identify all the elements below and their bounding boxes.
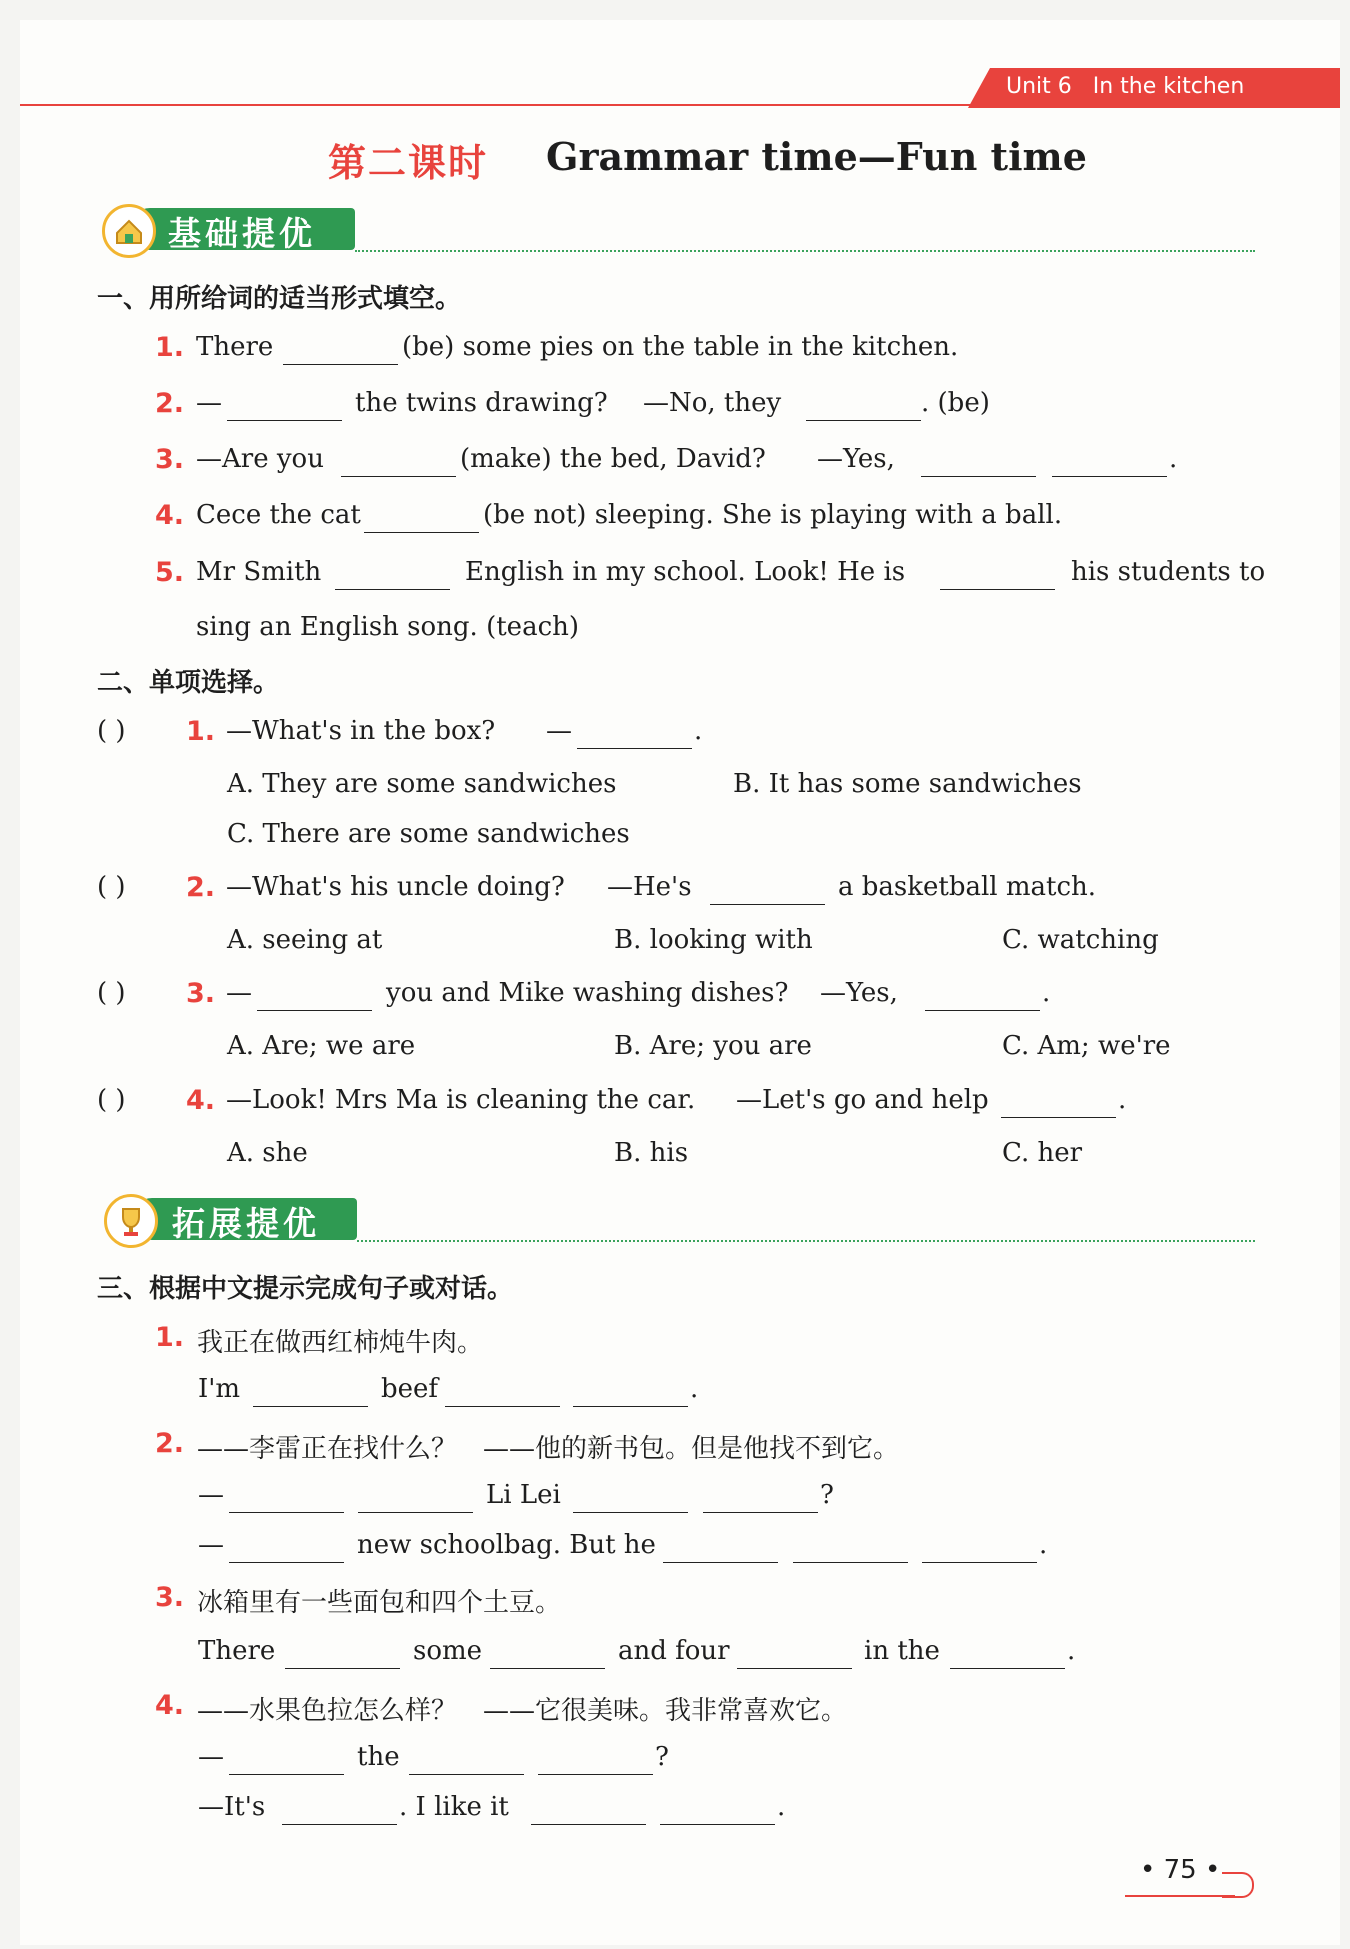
part2-heading: 二、单项选择。	[97, 668, 280, 698]
lesson-title-en: Grammar time—Fun time	[546, 134, 1087, 179]
answer-blank[interactable]	[1001, 1117, 1116, 1118]
question-text: .	[694, 716, 703, 746]
answer-blank[interactable]	[335, 589, 450, 590]
answer-blank[interactable]	[341, 476, 456, 477]
answer-blank[interactable]	[490, 1668, 605, 1669]
question-number: 3.	[186, 978, 216, 1009]
answer-blank[interactable]	[793, 1562, 908, 1563]
option-c[interactable]: C. her	[1002, 1138, 1083, 1168]
answer-blank[interactable]	[922, 1562, 1037, 1563]
unit-label: Unit 6 In the kitchen	[1006, 74, 1245, 99]
section-label-extend: 拓展提优	[172, 1204, 320, 1243]
answer-blank[interactable]	[253, 1406, 368, 1407]
question-text: in the	[864, 1636, 940, 1666]
question-number: 3.	[155, 1582, 185, 1613]
answer-paren[interactable]: ( )	[97, 716, 126, 746]
answer-paren[interactable]: ( )	[97, 978, 126, 1008]
question-number: 3.	[155, 444, 185, 475]
chinese-prompt: ——水果色拉怎么样？ ——它很美味。我非常喜欢它。	[197, 1696, 848, 1726]
answer-blank[interactable]	[227, 420, 342, 421]
question-text: —He's	[607, 872, 692, 902]
question-text: There	[198, 1636, 276, 1666]
answer-blank[interactable]	[283, 364, 398, 365]
question-text: —Are you	[196, 444, 324, 474]
question-number: 2.	[155, 1428, 185, 1459]
option-a[interactable]: A. Are; we are	[227, 1031, 416, 1061]
option-c[interactable]: C. Am; we're	[1002, 1031, 1171, 1061]
option-a[interactable]: A. They are some sandwiches	[227, 769, 617, 799]
question-text: sing an English song. (teach)	[196, 612, 580, 642]
question-text: —	[226, 978, 252, 1008]
question-text: —It's	[198, 1792, 266, 1822]
question-text: English in my school. Look! He is	[465, 557, 906, 587]
answer-blank[interactable]	[445, 1406, 560, 1407]
option-c[interactable]: C. There are some sandwiches	[227, 819, 630, 849]
question-text: —Look! Mrs Ma is cleaning the car.	[226, 1085, 696, 1115]
question-text: . I like it	[399, 1792, 509, 1822]
answer-blank[interactable]	[282, 1824, 397, 1825]
question-text: —	[198, 1742, 224, 1772]
question-text: —What's in the box?	[226, 716, 496, 746]
lesson-title-cn: 第二课时	[328, 140, 489, 185]
page-hook-icon	[1222, 1872, 1254, 1898]
question-text: .	[1067, 1636, 1076, 1666]
question-number: 4.	[155, 500, 185, 531]
option-b[interactable]: B. his	[614, 1138, 689, 1168]
question-number: 1.	[155, 332, 185, 363]
question-number: 2.	[186, 872, 216, 903]
page-number-rule	[1125, 1895, 1235, 1897]
section-divider	[355, 250, 1255, 252]
question-text: Mr Smith	[196, 557, 322, 587]
answer-blank[interactable]	[925, 1010, 1040, 1011]
answer-blank[interactable]	[950, 1668, 1065, 1669]
question-text: . (be)	[921, 388, 990, 418]
question-text: .	[1118, 1085, 1127, 1115]
question-number: 5.	[155, 557, 185, 588]
question-text: —	[198, 1530, 224, 1560]
question-text: beef	[381, 1374, 439, 1404]
question-text: his students to	[1071, 557, 1266, 587]
question-text: you and Mike washing dishes?	[386, 978, 789, 1008]
house-icon	[102, 204, 156, 258]
answer-paren[interactable]: ( )	[97, 1085, 126, 1115]
answer-blank[interactable]	[409, 1774, 524, 1775]
section-divider	[357, 1240, 1255, 1242]
section-label-basic: 基础提优	[168, 214, 316, 253]
question-text: (be) some pies on the table in the kitchen.	[402, 332, 959, 362]
question-text: There	[196, 332, 274, 362]
answer-blank[interactable]	[573, 1406, 688, 1407]
question-text: the	[357, 1742, 400, 1772]
answer-blank[interactable]	[703, 1512, 818, 1513]
option-a[interactable]: A. she	[227, 1138, 308, 1168]
question-text: ?	[820, 1480, 834, 1510]
question-text: ?	[655, 1742, 669, 1772]
question-text: —	[196, 388, 222, 418]
question-text: .	[690, 1374, 699, 1404]
question-text: (be not) sleeping. She is playing with a ball.	[483, 500, 1063, 530]
option-b[interactable]: B. Are; you are	[614, 1031, 812, 1061]
question-text: .	[1169, 444, 1178, 474]
answer-blank[interactable]	[285, 1668, 400, 1669]
question-text: —	[198, 1480, 224, 1510]
answer-blank[interactable]	[531, 1824, 646, 1825]
question-text: —	[546, 716, 572, 746]
trophy-icon	[104, 1194, 158, 1248]
answer-blank[interactable]	[358, 1512, 473, 1513]
question-text: —What's his uncle doing?	[226, 872, 565, 902]
question-text: .	[777, 1792, 786, 1822]
answer-blank[interactable]	[710, 904, 825, 905]
answer-blank[interactable]	[940, 589, 1055, 590]
answer-blank[interactable]	[229, 1512, 344, 1513]
option-c[interactable]: C. watching	[1002, 925, 1159, 955]
answer-blank[interactable]	[229, 1774, 344, 1775]
answer-blank[interactable]	[577, 748, 692, 749]
question-number: 4.	[186, 1085, 216, 1116]
question-text: a basketball match.	[838, 872, 1097, 902]
part3-heading: 三、根据中文提示完成句子或对话。	[97, 1274, 514, 1304]
option-b[interactable]: B. looking with	[614, 925, 813, 955]
chinese-prompt: ——李雷正在找什么？ ——他的新书包。但是他找不到它。	[197, 1434, 900, 1464]
question-text: .	[1042, 978, 1051, 1008]
answer-blank[interactable]	[921, 476, 1036, 477]
question-number: 2.	[155, 388, 185, 419]
question-number: 4.	[155, 1690, 185, 1721]
question-text: Li Lei	[486, 1480, 561, 1510]
page-number: • 75 •	[1140, 1855, 1221, 1885]
question-text: —Let's go and help	[736, 1085, 989, 1115]
question-number: 1.	[186, 716, 216, 747]
chinese-prompt: 冰箱里有一些面包和四个土豆。	[197, 1588, 562, 1618]
question-number: 1.	[155, 1322, 185, 1353]
answer-blank[interactable]	[1052, 476, 1167, 477]
option-b[interactable]: B. It has some sandwiches	[733, 769, 1082, 799]
chinese-prompt: 我正在做西红柿炖牛肉。	[197, 1328, 484, 1358]
question-text: —Yes,	[817, 444, 895, 474]
answer-blank[interactable]	[737, 1668, 852, 1669]
answer-paren[interactable]: ( )	[97, 872, 126, 902]
answer-blank[interactable]	[806, 420, 921, 421]
answer-blank[interactable]	[663, 1562, 778, 1563]
question-text: new schoolbag. But he	[357, 1530, 656, 1560]
answer-blank[interactable]	[538, 1774, 653, 1775]
answer-blank[interactable]	[573, 1512, 688, 1513]
question-text: and four	[618, 1636, 730, 1666]
question-text: (make) the bed, David?	[460, 444, 766, 474]
answer-blank[interactable]	[257, 1010, 372, 1011]
option-a[interactable]: A. seeing at	[227, 925, 383, 955]
answer-blank[interactable]	[364, 532, 479, 533]
part1-heading: 一、用所给词的适当形式填空。	[97, 284, 462, 314]
answer-blank[interactable]	[660, 1824, 775, 1825]
question-text: —Yes,	[820, 978, 898, 1008]
question-text: some	[413, 1636, 483, 1666]
answer-blank[interactable]	[229, 1562, 344, 1563]
question-text: .	[1039, 1530, 1048, 1560]
question-text: Cece the cat	[196, 500, 361, 530]
question-text: —No, they	[643, 388, 782, 418]
question-text: I'm	[198, 1374, 241, 1404]
question-text: the twins drawing?	[355, 388, 608, 418]
